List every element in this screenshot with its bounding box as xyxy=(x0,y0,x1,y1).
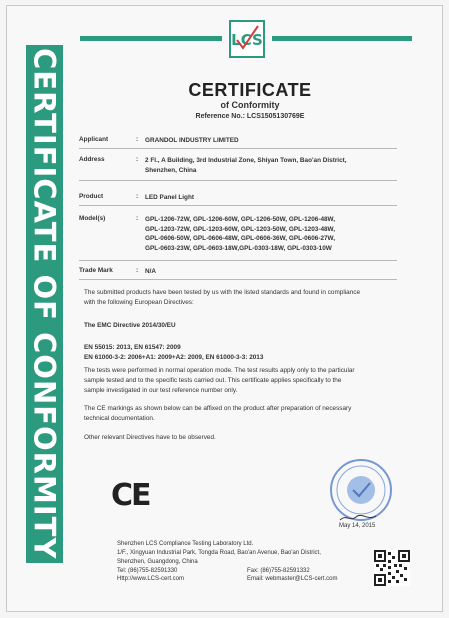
address-line-1: 2 Fl., A Building, 3rd Industrial Zone, Shiyan Town, Bao'an District, xyxy=(145,157,347,164)
colon: : xyxy=(136,156,139,163)
models-line-4: GPL-0603-23W, GPL-0603-18W,GPL-0303-18W, GPL-0303-10W xyxy=(145,244,332,252)
trademark-value: N/A xyxy=(145,268,157,275)
models-label: Model(s) xyxy=(79,215,106,222)
address-label: Address xyxy=(79,156,105,163)
vertical-banner xyxy=(26,45,63,563)
trademark-label: Trade Mark xyxy=(79,267,113,274)
directive-name: The EMC Directive 2014/30/EU xyxy=(84,322,176,329)
ce-paragraph xyxy=(84,404,396,424)
compliance-paragraph xyxy=(84,288,396,308)
models-line-3: GPL-0606-50W, GPL-0606-48W, GPL-0606-36W, GPL-0606-27W, xyxy=(145,235,336,242)
colon: : xyxy=(136,136,139,143)
svg-text:LCS: LCS xyxy=(231,31,263,49)
qr-code-icon xyxy=(374,550,410,586)
directives-note: Other relevant Directives have to be observed. xyxy=(84,434,216,441)
lab-email: Email: webmaster@LCS-cert.com xyxy=(247,576,338,582)
divider xyxy=(79,260,397,261)
certificate-subtitle: of Conformity xyxy=(220,100,280,110)
lab-address-line-1: 1/F., Xingyuan Industrial Park, Tongda Road, Bao'an Avenue, Bao'an District, xyxy=(117,550,321,556)
signature xyxy=(338,513,378,523)
address-value xyxy=(145,156,407,175)
sign-date: May 14, 2015 xyxy=(339,523,376,529)
lab-name: Shenzhen LCS Compliance Testing Laboratory Ltd. xyxy=(117,541,254,547)
divider xyxy=(79,279,397,280)
models-line-2: GPL-1203-72W, GPL-1203-60W, GPL-1203-50W, GPL-1203-48W, xyxy=(145,225,336,233)
test-line-2: sample tested and to the specific tests carried out. This certificate applies specifically to the xyxy=(84,377,342,384)
applicant-label: Applicant xyxy=(79,136,109,143)
lab-website: Http://www.LCS-cert.com xyxy=(117,576,185,582)
models-line-1: GPL-1206-72W, GPL-1206-60W, GPL-1206-50W, GPL-1206-48W, xyxy=(145,216,336,223)
lab-fax: Fax: (86)755-82591332 xyxy=(247,568,310,574)
ce-line-1: The CE markings as shown below can be affixed on the product after preparation of necessary xyxy=(84,405,352,412)
reference-number: Reference No.: LCS1505130769E xyxy=(195,113,305,120)
divider xyxy=(79,148,397,149)
lab-address-line-2: Shenzhen, Guangdong, China xyxy=(117,559,198,565)
product-value: LED Panel Light xyxy=(145,194,194,201)
certificate-title: CERTIFICATE xyxy=(188,80,312,100)
compliance-line-2: with the following European Directives: xyxy=(84,299,194,306)
test-line-1: The tests were performed in normal operation mode. The test results apply only to the particular xyxy=(84,367,355,374)
compliance-line-1: The submitted products have been tested by us with the listed standards and found in compliance xyxy=(84,289,361,296)
colon: : xyxy=(136,193,139,200)
ce-line-2: technical documentation. xyxy=(84,415,155,422)
standards-line-2: EN 61000-3-2: 2006+A1: 2009+A2: 2009, EN 61000-3-3: 2013 xyxy=(84,354,264,361)
lab-tel: Tel: (86)755-82591330 xyxy=(117,568,178,574)
models-value xyxy=(145,215,407,253)
test-line-3: sample investigated in our test reference number only. xyxy=(84,387,238,394)
address-line-2: Shenzhen, China xyxy=(145,166,197,174)
divider xyxy=(79,180,397,181)
colon: : xyxy=(136,267,139,274)
vertical-banner-text: CERTIFICATE OF CONFORMITY xyxy=(27,48,62,560)
header-bar-left xyxy=(80,36,222,41)
colon: : xyxy=(136,215,139,222)
product-label: Product xyxy=(79,193,104,200)
header-bar-right xyxy=(272,36,412,41)
standards-list xyxy=(84,343,396,363)
ce-mark: CE xyxy=(111,478,150,513)
divider xyxy=(79,205,397,206)
applicant-value: GRANDOL INDUSTRY LIMITED xyxy=(145,137,239,144)
test-paragraph xyxy=(84,366,396,396)
standards-line-1: EN 55015: 2013, EN 61547: 2009 xyxy=(84,344,181,351)
lcs-logo xyxy=(229,20,265,58)
